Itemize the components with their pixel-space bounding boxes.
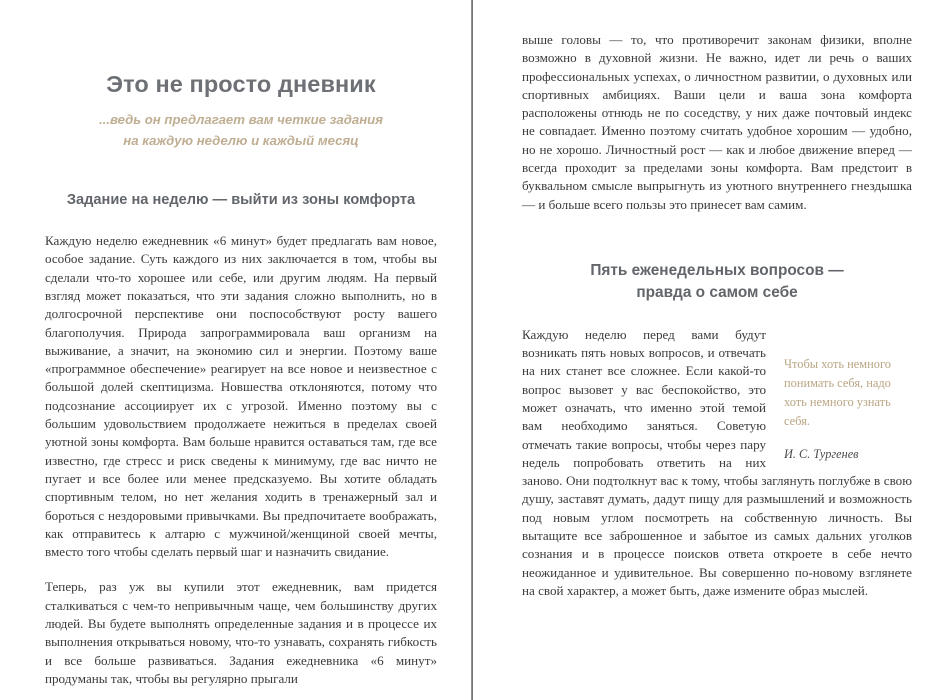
section-heading-five-questions-line-2: правда о самом себе	[636, 283, 798, 301]
right-paragraph-body: Каждую неделю перед вами будут возникать пять новых вопросов, и отвечать на них станет все сложнее. Если какой-то вопрос вызовет у вас беспокойство, это может означать, что именно этой темой вам необходимо заняться. Советую отмечать такие вопросы, чтобы через пару недель попробовать ответить на них заново. Они подтолкнут вас к тому, чтобы заглянуть поглубже в свою душу, заставят думать, дадут пищу для размышлений и возможность под новым углом посмотреть на собственную личность. Вы вытащите все заброшенное и забытое из самых дальних уголков сознания и в процессе поисков ответа откроете в себе нечто неожиданное и удивительное. Вы совершенно по-новому взглянете на свой характер, а может быть, даже измените образ мыслей.	[522, 326, 912, 598]
right-paragraph-top: выше головы — то, что противоречит законам физики, вполне возможно в духовной жизни. Не важно, идет ли речь о ваших профессиональных успехах, о личностном развитии, о духовных или спортивных амбициях. Ваши цели и ваша зона комфорта расположены отнюдь не по соседству, у них даже почтовый индекс не совпадает. Именно поэтому считать удобное хорошим — удобно, но не хорошо. Личностный рост — как и любое движение вперед — всегда проходит за пределами зоны комфорта. Вам предстоит в буквальном смысле выпрыгнуть из уютного внутреннего гнездышка — и больше всего пользы это принесет вам самим.	[522, 32, 912, 212]
left-page-title-block	[45, 70, 437, 151]
pullquote-attribution: И. С. Тургенев	[784, 446, 859, 461]
section-heading-weekly-task: Задание на неделю — выйти из зоны комфорта	[66, 192, 416, 209]
left-paragraph-1: Каждую неделю ежедневник «6 минут» будет предлагать вам новое, особое задание. Суть каждого из них заключается в том, чтобы вы сделали что-то хорошее или себе, или другим людям. На первый взгляд может показаться, что эти задания сложно выполнить, но в долгосрочной перспективе они поспособствуют росту вашего благополучия. Природа запрограммировала ваш организм на выживание, а значит, на экономию сил и энергии. Поэтому ваше «программное обеспечение» реагирует на все новое и неизвестное с большой долей скептицизма. Новшества отклоняются, потому что подсознание ассоциирует их с угрозой. Именно поэтому вы с большим удовольствием продолжаете нежиться в пределах своей уютной зоны комфорта. Вам больше нравится оставаться там, где все известно, где стресс и риск сведены к минимуму, где вас ничто не пугает и все более или менее предсказуемо. Вы хотите обладать спортивным телом, но нет желания ходить в тренажерный зал и бороться с нездоровыми привычками. Вы предпочитаете воображать, как отправитесь к алтарю с мужчиной/женщиной своей мечты, вместо того чтобы сделать первый шаг и назначить свидание.	[45, 233, 437, 560]
page-subtitle-line-2: на каждую неделю и каждый месяц	[123, 132, 359, 148]
section-heading-five-questions	[522, 260, 912, 304]
pullquote	[784, 355, 912, 463]
section-heading-five-questions-line-1: Пять еженедельных вопросов —	[590, 261, 844, 279]
pullquote-text: Чтобы хоть немного понимать себя, надо хоть немного узнать себя.	[784, 356, 891, 429]
right-page	[473, 0, 942, 700]
page-title: Это не просто дневник	[106, 71, 376, 97]
right-body-wrapper	[522, 326, 912, 600]
page-subtitle-line-1: ...ведь он предлагает вам четкие задания	[98, 112, 384, 128]
page-subtitle	[45, 110, 437, 151]
left-paragraph-2: Теперь, раз уж вы купили этот ежедневник, вам придется сталкиваться с чем-то непривычным чаще, чем большинству других людей. Вы будете выполнять определенные задания и в процессе их выполнения открываться новому, что-то узнавать, сохранять гибкость и все больше развиваться. Задания ежедневника «6 минут» продуманы так, чтобы вы регулярно прыгали	[45, 579, 437, 686]
